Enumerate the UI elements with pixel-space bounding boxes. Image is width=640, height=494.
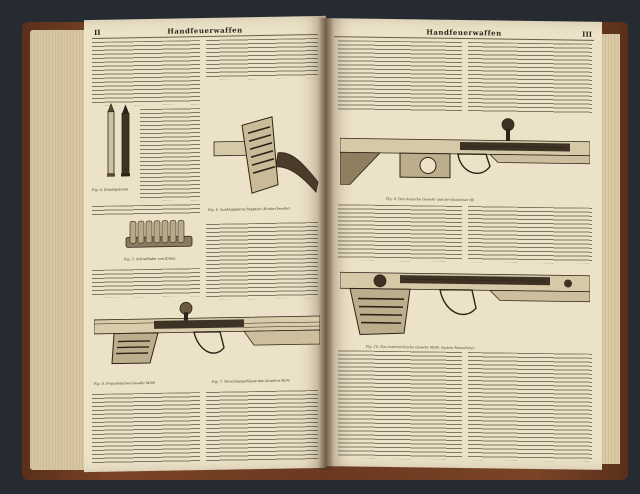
right-running-head: Handfeuerwaffen (426, 27, 502, 38)
left-text-block (206, 222, 318, 300)
left-text-block (206, 38, 318, 80)
right-text-block (338, 40, 462, 112)
left-text-block (92, 40, 200, 106)
charger-clip-figure (124, 216, 194, 253)
left-text-block (92, 392, 200, 464)
right-text-block (468, 42, 592, 114)
fig9-caption: Fig. 9. Das deutsche Gewehr und der Karabiner 88 (386, 196, 474, 203)
rifle-action-figure (94, 298, 320, 380)
left-text-block (92, 204, 200, 216)
right-text-block (468, 352, 592, 462)
fig8-caption: Fig. 8. Französisches Gewehr M/86 (94, 380, 155, 386)
right-text-block (338, 204, 462, 262)
austrian-rifle-figure (340, 262, 590, 345)
left-running-head: Handfeuerwaffen (167, 25, 243, 36)
right-text-block (338, 350, 462, 460)
page-edges-left (30, 30, 88, 470)
right-text-block (468, 206, 592, 264)
fig6-caption: Fig. 6. Ausklappbares Magazin (Krnka-Gewehr) (208, 206, 291, 212)
left-page-number: II (94, 27, 101, 37)
left-text-block (92, 268, 200, 298)
fig7-caption: Fig. 7. Verschlussgehäuse des Gewehrs M/91 (212, 378, 290, 384)
magazine-figure (212, 112, 322, 206)
fig4-caption: Fig. 4. Einzelpatrone (92, 187, 129, 192)
left-text-block (140, 108, 200, 201)
book-gutter (318, 18, 334, 470)
cartridge-figure (104, 103, 138, 186)
right-page-number: III (582, 29, 592, 39)
right-page (326, 18, 602, 470)
left-page (84, 16, 326, 472)
german-rifle-figure (340, 114, 590, 197)
fig5-caption: Fig. 5. Schnellader von Krnka (124, 256, 176, 262)
left-text-block (206, 390, 318, 462)
fig10-caption: Fig. 10. Das österreichische Gewehr M/95. System Mannlicher (366, 344, 475, 351)
